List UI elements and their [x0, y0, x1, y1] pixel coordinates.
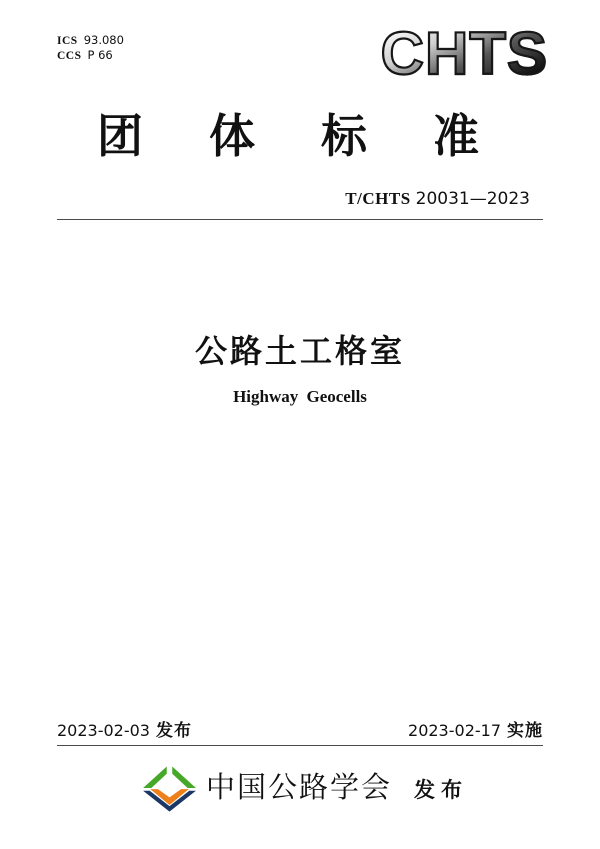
heading-char: 团 [97, 110, 143, 162]
standard-number-digits: 20031—2023 [415, 189, 530, 209]
dates-row [57, 722, 543, 739]
heading-char: 标 [321, 110, 367, 162]
issue-date-label: 发布 [155, 721, 192, 740]
header-divider [57, 219, 543, 220]
heading-char: 体 [209, 110, 255, 162]
footer-divider [57, 745, 543, 746]
document-title-zh: 公路土工格室 [194, 333, 405, 369]
ccs-value: P 66 [87, 48, 113, 62]
ccs-code-line [57, 48, 124, 63]
implementation-date-label: 实施 [507, 721, 543, 740]
ics-value: 93.080 [83, 33, 124, 47]
standard-number [345, 190, 530, 208]
ics-code-line [57, 33, 124, 48]
implementation-date-group [408, 722, 543, 739]
standard-type-heading [97, 110, 479, 162]
ccs-label: CCS [57, 50, 82, 62]
logo-green-left-facet [143, 767, 167, 788]
publish-label: 发布 [414, 778, 469, 802]
document-title-en: Highway Geocells [233, 387, 367, 406]
chts-wordmark: CHTS [380, 20, 548, 87]
issue-date-group [57, 722, 192, 739]
publisher-name: 中国公路学会 [206, 771, 393, 804]
implementation-date-value: 2023-02-17 [408, 721, 501, 740]
issue-date-value: 2023-02-03 [57, 721, 150, 740]
highway-society-cube-logo-icon [142, 763, 197, 813]
logo-green-right-facet [172, 767, 196, 788]
classification-codes [57, 33, 124, 63]
heading-char: 准 [433, 110, 479, 162]
standard-number-prefix: T/CHTS [345, 189, 411, 208]
ics-label: ICS [57, 35, 78, 47]
publisher-row [142, 761, 468, 815]
